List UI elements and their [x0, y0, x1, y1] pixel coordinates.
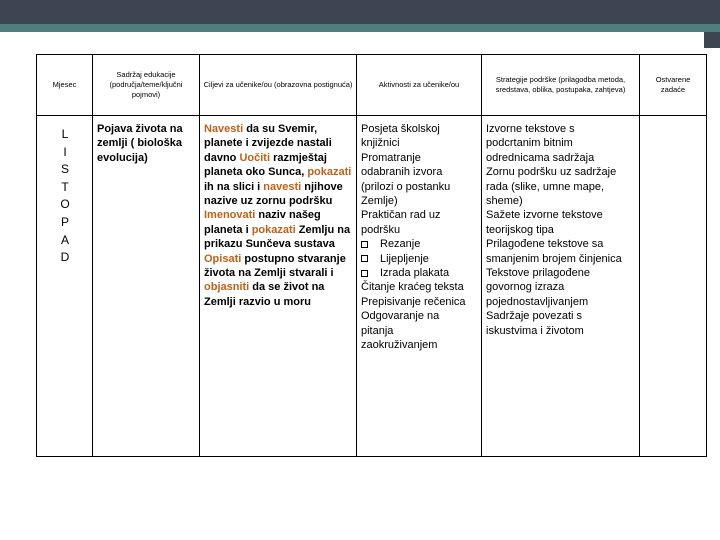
- activity-line: pitanja: [361, 324, 394, 337]
- goal-text: da se život na Zemlji razvio u moru: [204, 281, 325, 308]
- strategy-line: smanjenim brojem činjenica: [486, 252, 622, 265]
- strategy-line: pojednostavljivanjem: [486, 295, 589, 308]
- strategy-line: Sadržaje povezati s: [486, 310, 582, 323]
- month-letter: S: [60, 162, 69, 177]
- month-letter: O: [60, 197, 70, 212]
- activity-bullet-label: Izrada plakata: [380, 267, 450, 280]
- goal-text: njihove nazive uz zornu podršku: [204, 180, 343, 208]
- month-letter: P: [60, 214, 69, 229]
- square-bullet-icon: [361, 241, 368, 248]
- top-band: [0, 0, 720, 24]
- activity-line: Promatranje: [361, 151, 421, 164]
- activity-line: Zemlje): [361, 195, 398, 208]
- header-activities: Aktivnosti za učenike/ou: [357, 55, 482, 116]
- goal-text: Zemlju na prikazu Sunčeva sustava: [204, 223, 351, 251]
- goal-verb: Opisati: [204, 252, 242, 265]
- goal-verb: pokazati: [307, 166, 352, 179]
- activity-line: Čitanje kraćeg teksta: [361, 281, 464, 294]
- strategy-line: Prilagođene tekstove sa: [486, 238, 604, 251]
- strategy-line: Zornu podršku uz sadržaje: [486, 166, 617, 179]
- goal-verb: navesti: [263, 180, 302, 193]
- month-letter: A: [60, 232, 69, 247]
- table-row: [37, 116, 707, 457]
- square-bullet-icon: [361, 255, 368, 262]
- month-letter: I: [63, 144, 67, 159]
- activity-bullet-label: Lijepljenje: [380, 252, 429, 265]
- goal-text: naziv našeg planeta i: [204, 209, 321, 236]
- strategy-line: podcrtanim bitnim: [486, 137, 573, 150]
- strategy-line: odrednicama sadržaja: [486, 151, 595, 164]
- content-cell: Pojava života na zemlji ( biološka evolucija): [93, 116, 200, 457]
- activity-line: (prilozi o postanku: [361, 180, 451, 193]
- activity-bullet-item: [361, 266, 478, 280]
- goal-verb: pokazati: [251, 223, 296, 236]
- strategy-line: Izvorne tekstove s: [486, 123, 575, 135]
- header-month: Mjesec: [37, 55, 93, 116]
- square-bullet-icon: [361, 270, 368, 277]
- activity-line: zaokruživanjem: [361, 339, 438, 352]
- goal-text: da su Svemir, planete i zvijezde nastali davno: [204, 123, 332, 164]
- activity-line: Praktičan rad uz: [361, 209, 441, 222]
- strategy-line: govornog izraza: [486, 281, 565, 294]
- strategy-line: Sažete izvorne tekstove: [486, 209, 603, 222]
- activity-bullet-item: [361, 252, 478, 266]
- strategy-line: rada (slike, umne mape,: [486, 180, 604, 193]
- header-content: Sadržaj edukacije (područja/teme/ključni pojmovi): [93, 55, 200, 116]
- goal-verb: Imenovati: [204, 209, 256, 222]
- activities-cell: [357, 116, 482, 457]
- month-letter: T: [61, 179, 69, 194]
- activity-line: odabranih izvora: [361, 166, 443, 179]
- strategy-line: sheme): [486, 195, 523, 208]
- header-goals: Ciljevi za učenike/ou (obrazovna postignuća): [200, 55, 357, 116]
- activity-line: Odgovaranje na: [361, 310, 440, 323]
- strategies-cell: [482, 116, 640, 457]
- activity-bullet-item: [361, 237, 478, 251]
- goal-verb: objasniti: [204, 281, 250, 294]
- top-accent-band: [0, 24, 720, 32]
- lesson-plan-table: [36, 54, 707, 457]
- activity-bullet-label: Rezanje: [380, 238, 421, 251]
- table-header-row: [37, 55, 707, 116]
- activity-line: knjižnici: [361, 137, 400, 150]
- month-letter: D: [60, 250, 70, 265]
- activity-line: podršku: [361, 223, 401, 236]
- corner-block: [704, 32, 720, 48]
- completed-cell: [640, 116, 707, 457]
- strategy-line: iskustvima i životom: [486, 324, 584, 337]
- goal-text: postupno stvaranje života na Zemlji stvarali i: [204, 252, 346, 280]
- strategy-line: teorijskog tipa: [486, 223, 554, 236]
- goal-verb: Navesti: [204, 123, 244, 135]
- strategy-line: Tekstove prilagođene: [486, 267, 590, 280]
- activity-line: Prepisivanje rečenica: [361, 295, 466, 308]
- goal-text: ih na slici i: [204, 180, 264, 193]
- activity-line: Posjeta školskoj: [361, 123, 440, 135]
- goal-verb: Uočiti: [239, 151, 271, 164]
- header-strategies: Strategije podrške (prilagodba metoda, sredstava, oblika, postupaka, zahtjeva): [482, 55, 640, 116]
- goal-text: razmještaj planeta oko Sunca,: [204, 151, 327, 179]
- month-letter: L: [61, 127, 69, 141]
- goals-cell: [200, 116, 357, 457]
- month-cell: [37, 116, 93, 457]
- header-completed: Ostvarene zadaće: [640, 55, 707, 116]
